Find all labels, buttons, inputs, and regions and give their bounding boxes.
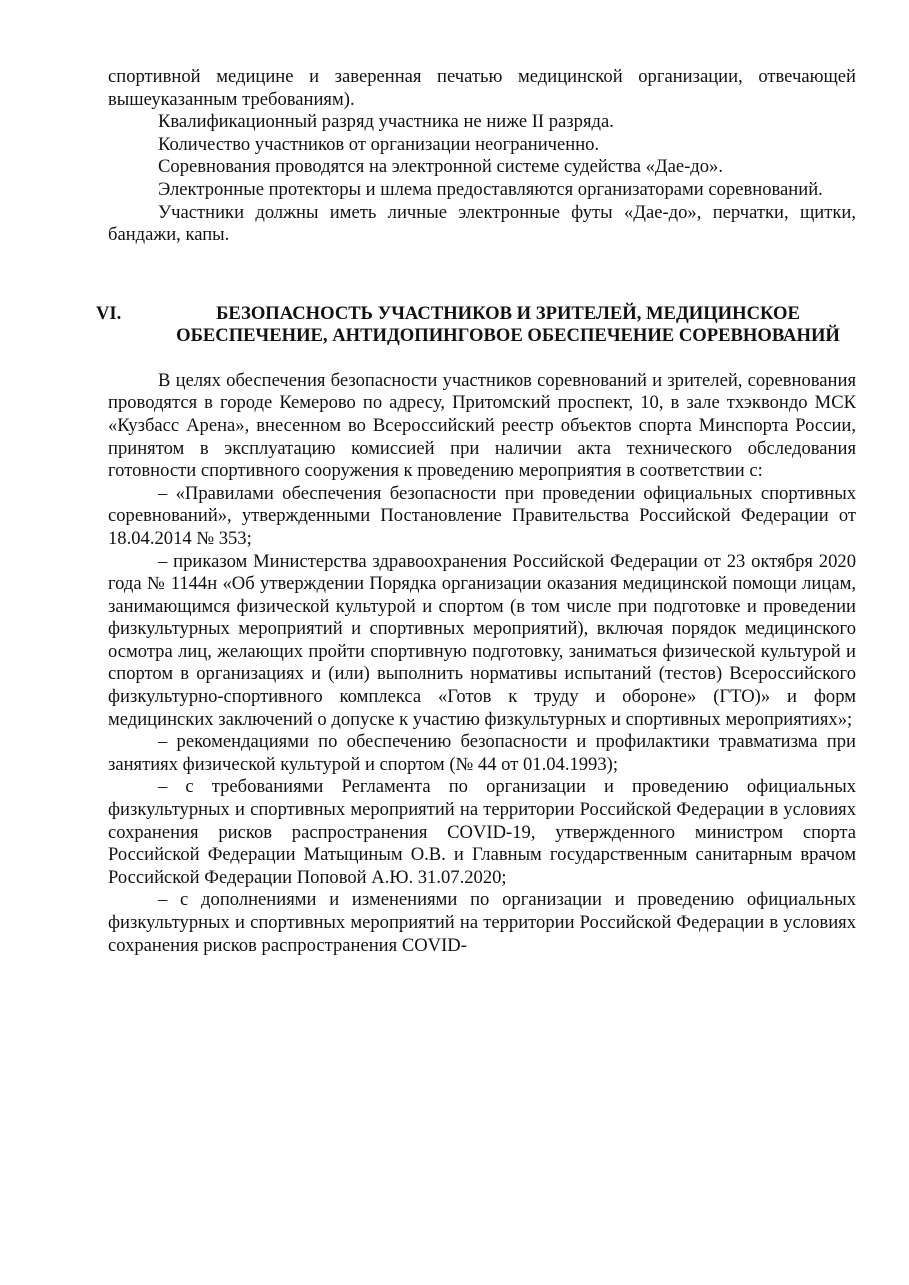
- section-number: VI.: [96, 302, 122, 324]
- list-item-covid-regulation: – с требованиями Регламента по организации и проведению официальных физкультурных и спортивных мероприятий на территории Российской Федерации в условиях сохранения рисков распространения COVID-19, утвержденного министром спорта Российской Федерации Матыциным О.В. и Главным государственным санитарным врачом Российской Федерации Поповой А.Ю. 31.07.2020;: [108, 776, 856, 888]
- paragraph-judging-system: Соревнования проводятся на электронной системе судейства «Дае-до».: [158, 156, 723, 178]
- paragraph-personal-equipment: Участники должны иметь личные электронные футы «Дае-до», перчатки, щитки, бандажи, капы.: [108, 201, 856, 246]
- paragraph-qualification: Квалификационный разряд участника не ниже II разряда.: [158, 111, 614, 133]
- document-page: [96, 66, 856, 957]
- paragraph-safety-intro: В целях обеспечения безопасности участников соревнований и зрителей, соревнования проводятся в городе Кемерово по адресу, Притомский проспект, 10, в зале тхэквондо МСК «Кузбасс Арена», внесенном во Всероссийский реестр объектов спорта Минспорта России, принятом в эксплуатацию комиссией при наличии акта технического обследования готовности спортивного сооружения к проведению мероприятия в соответствии с:: [108, 369, 856, 482]
- paragraph-protectors: Электронные протекторы и шлема предоставляются организаторами соревнований.: [158, 178, 823, 200]
- paragraph-continuation: спортивной медицине и заверенная печатью медицинской организации, отвечающей вышеуказанным требованиям).: [108, 66, 856, 110]
- section-title: БЕЗОПАСНОСТЬ УЧАСТНИКОВ И ЗРИТЕЛЕЙ, МЕДИЦИНСКОЕ ОБЕСПЕЧЕНИЕ, АНТИДОПИНГОВОЕ ОБЕСПЕЧЕНИЕ СОРЕВНОВАНИЙ: [176, 302, 840, 346]
- list-item-injury-prevention: – рекомендациями по обеспечению безопасности и профилактики травматизма при занятиях физической культурой и спортом (№ 44 от 01.04.1993);: [108, 731, 856, 775]
- list-item-covid-amendments: – с дополнениями и изменениями по организации и проведению официальных физкультурных и спортивных мероприятий на территории Российской Федерации в условиях сохранения рисков распространения COVID-: [108, 889, 856, 956]
- section-heading: [96, 302, 856, 347]
- paragraph-participant-count: Количество участников от организации неограниченно.: [158, 133, 600, 155]
- list-item-health-ministry-order: – приказом Министерства здравоохранения Российской Федерации от 23 октября 2020 года № 1144н «Об утверждении Порядка организации оказания медицинской помощи лицам, занимающимся физической культурой и спортом (в том числе при подготовке и проведении физкультурных мероприятий и спортивных мероприятий), включая порядок медицинского осмотра лиц, желающих пройти спортивную подготовку, заниматься физической культурой и спортом в организациях и (или) выполнить нормативы испытаний (тестов) Всероссийского физкультурно-спортивного комплекса «Готов к труду и обороне» (ГТО)» и форм медицинских заключений о допуске к участию физкультурных и спортивных мероприятиях»;: [108, 550, 856, 730]
- list-item-safety-rules: – «Правилами обеспечения безопасности при проведении официальных спортивных соревнований», утвержденными Постановление Правительства Российской Федерации от 18.04.2014 № 353;: [108, 482, 856, 549]
